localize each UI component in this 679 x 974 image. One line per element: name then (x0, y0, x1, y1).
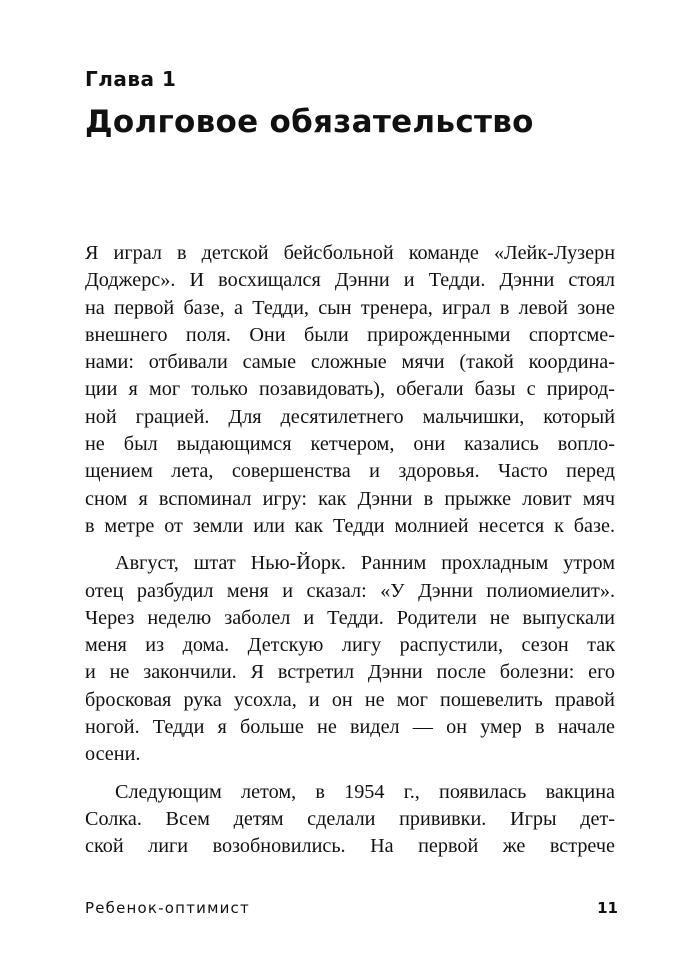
text-line: ской лиги возобновились. На первой же встрече (85, 835, 615, 858)
text-line: Доджерс». И восхищался Дэнни и Тедди. Дэнни стоял (85, 269, 615, 292)
paragraph-2 (85, 550, 615, 768)
text-line: ции я мог только позавидовать), обегали базы с природ- (85, 378, 615, 401)
chapter-title: Долговое обязательство (85, 104, 534, 140)
text-line: внешнего поля. Они были прирожденными спортсме- (85, 323, 615, 346)
running-title: Ребенок-оптимист (85, 899, 250, 917)
text-line: на первой базе, а Тедди, сын тренера, играл в левой зоне (85, 296, 615, 319)
text-line: Август, штат Нью-Йорк. Ранним прохладным утром (115, 552, 615, 575)
text-line: ной грацией. Для десятилетнего мальчишки, который (85, 405, 615, 428)
text-line: Я играл в детской бейсбольной команде «Лейк-Лузерн (85, 242, 615, 264)
paragraph-3 (85, 779, 615, 861)
text-line: Солка. Всем детям сделали прививки. Игры дет- (85, 807, 615, 830)
text-line: Следующим летом, в 1954 г., появилась вакцина (115, 780, 615, 803)
paragraph-1 (85, 240, 615, 540)
text-line: Через неделю заболел и Тедди. Родители не выпускали (85, 606, 615, 629)
text-line: меня из дома. Детскую лигу распустили, сезон так (85, 634, 615, 657)
chapter-label: Глава 1 (85, 67, 177, 91)
page-footer (85, 899, 618, 917)
page-number: 11 (597, 899, 618, 917)
text-line: в метре от земли или как Тедди молнией несется к базе. (85, 514, 615, 537)
text-line: нами: отбивали самые сложные мячи (такой координа- (85, 351, 615, 374)
text-line: бросковая рука усохла, и он не мог пошевелить правой (85, 688, 615, 711)
paragraph-spacer (85, 769, 615, 779)
paragraph-spacer (85, 540, 615, 550)
text-line: отец разбудил меня и сказал: «У Дэнни полиомиелит». (85, 579, 615, 602)
text-line: осени. (85, 743, 141, 766)
text-line: и не закончили. Я встретил Дэнни после болезни: его (85, 661, 615, 684)
text-line: не был выдающимся кетчером, они казались вопло- (85, 433, 615, 456)
text-line: щением лета, совершенства и здоровья. Часто перед (85, 460, 615, 483)
body-text (85, 240, 615, 861)
text-line: ногой. Тедди я больше не видел — он умер в начале (85, 716, 615, 739)
text-line: сном я вспоминал игру: как Дэнни в прыжке ловит мяч (85, 487, 615, 510)
